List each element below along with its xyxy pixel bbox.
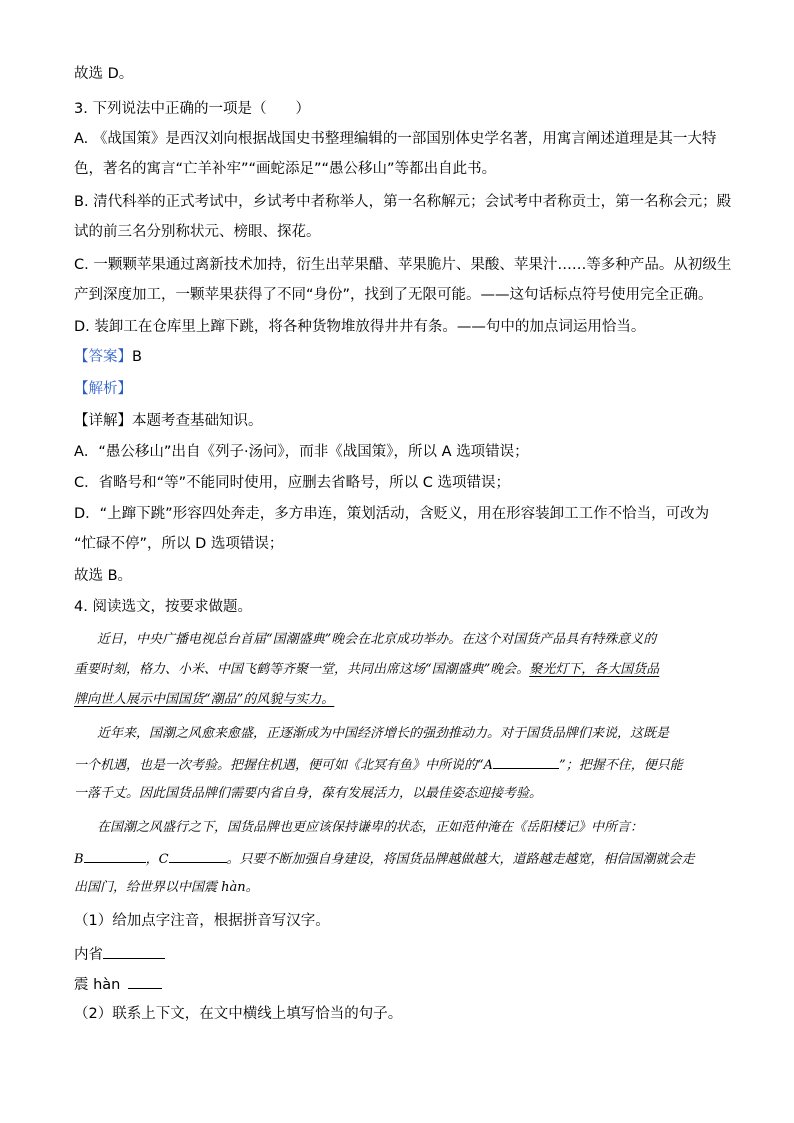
sub1-item-a-label: 内省 (74, 947, 103, 963)
q3-option-b-line1: B. 清代科举的正式考试中，乡试考中者称举人，第一名称解元；会试考中者称贡士，第一名称会元；殿 (74, 194, 732, 210)
passage-p2-line1: 近年来，国潮之风愈来愈盛，正逐渐成为中国经济增长的强劲推动力。对于国货品牌们来说，这既是 (97, 726, 670, 741)
q3-option-d-line1: D. 装卸工在仓库里上蹿下跳，将各种货物堆放得井井有条。——句中的加点词运用恰当。 (74, 319, 646, 335)
passage-p1-line3: 牌向世人展示中国国货“潮品”的风貌与实力。 (74, 692, 335, 707)
explanation-d-line2: “忙碌不停”，所以 D 选项错误； (74, 536, 284, 552)
passage-p2-text-a: 一个机遇，也是一次考验。把握住机遇，便可如《北冥有鱼》中所说的“A (74, 758, 494, 773)
q4-stem: 4. 阅读选文，按要求做题。 (74, 599, 252, 615)
q3-stem: 3. 下列说法中正确的一项是（ ） (74, 101, 310, 117)
passage-p1-line2-text: 重要时刻，格力、小米、中国飞鹤等齐聚一堂，共同出席这场“国潮盛典”晚会。 (74, 662, 530, 677)
passage-p3-text: 。只要不断加强自身建设，将国货品牌越做越大，道路越走越宽，相信国潮就会走 (226, 852, 695, 867)
blank-a[interactable] (493, 754, 559, 769)
passage-p3-line3: 出国门，给世界以中国震 hàn。 (74, 880, 259, 895)
sub1-blank-a[interactable] (103, 944, 165, 959)
q3-option-b-line2: 试的前三名分别称状元、榜眼、探花。 (74, 224, 321, 240)
passage-p2-line2 (74, 754, 683, 776)
detail-text: 【详解】本题考查基础知识。 (74, 413, 263, 429)
analysis-label: 【解析】 (74, 381, 132, 397)
passage-p3-label-b: B (74, 852, 84, 867)
sub1-item-b (74, 974, 162, 995)
explanation-d-line1: D．“上蹿下跳”形容四处奔走，多方串连，策划活动，含贬义，用在形容装卸工工作不恰当，可改为 (74, 506, 710, 522)
explanation-a: A．“愚公移山”出自《列子·汤问》，而非《战国策》，所以 A 选项错误； (74, 444, 529, 460)
q2-conclusion: 故选 D。 (74, 66, 134, 82)
passage-p1-line2 (74, 660, 659, 680)
blank-b[interactable] (84, 848, 146, 863)
passage-p2-line3: 一落千丈。因此国货品牌们需要内省自身，葆有发展活力，以最佳姿态迎接考验。 (74, 786, 543, 801)
passage-p3-line1: 在国潮之风盛行之下，国货品牌也更应该保持谦卑的状态，正如范仲淹在《岳阳楼记》中所言： (97, 820, 644, 835)
sub1-item-b-label: 震 hàn (74, 977, 121, 993)
q3-option-c-line2: 产到深度加工，一颗苹果获得了不同“身份”，找到了无限可能。——这句话标点符号使用完全正确。 (74, 287, 713, 303)
sub1-blank-b[interactable] (128, 974, 162, 989)
sub-question-2: （2）联系上下文，在文中横线上填写恰当的句子。 (74, 1006, 403, 1022)
passage-p1-line1: 近日，中央广播电视总台首届“国潮盛典”晚会在北京成功举办。在这个对国货产品具有特殊意义的 (97, 632, 657, 647)
blank-c[interactable] (169, 848, 227, 863)
passage-p3-label-c: ，C (145, 852, 169, 867)
answer-row (74, 347, 142, 367)
answer-label: 【答案】 (74, 349, 132, 365)
explanation-c: C．省略号和“等”不能同时使用，应删去省略号，所以 C 选项错误； (74, 475, 510, 491)
answer-value: B (132, 349, 142, 365)
q3-option-c-line1: C. 一颗颗苹果通过离新技术加持，衍生出苹果醋、苹果脆片、果酸、苹果汁……等多种产品。从初级生 (74, 257, 732, 273)
q3-conclusion: 故选 B。 (74, 568, 133, 584)
passage-p3-line2 (74, 848, 695, 870)
q3-option-a-line1: A. 《战国策》是西汉刘向根据战国史书整理编辑的一部国别体史学名著，用寓言阐述道理是其一大特 (74, 131, 717, 147)
q3-option-a-line2: 色，著名的寓言“亡羊补牢”“画蛇添足”“愚公移山”等都出自此书。 (74, 161, 497, 177)
passage-p2-text-b: ”；把握不住，便只能 (559, 758, 683, 773)
passage-underlined-sentence: 聚光灯下，各大国货品 (529, 662, 660, 677)
sub1-item-a (74, 944, 165, 965)
sub-question-1: （1）给加点字注音，根据拼音写汉字。 (74, 913, 330, 929)
